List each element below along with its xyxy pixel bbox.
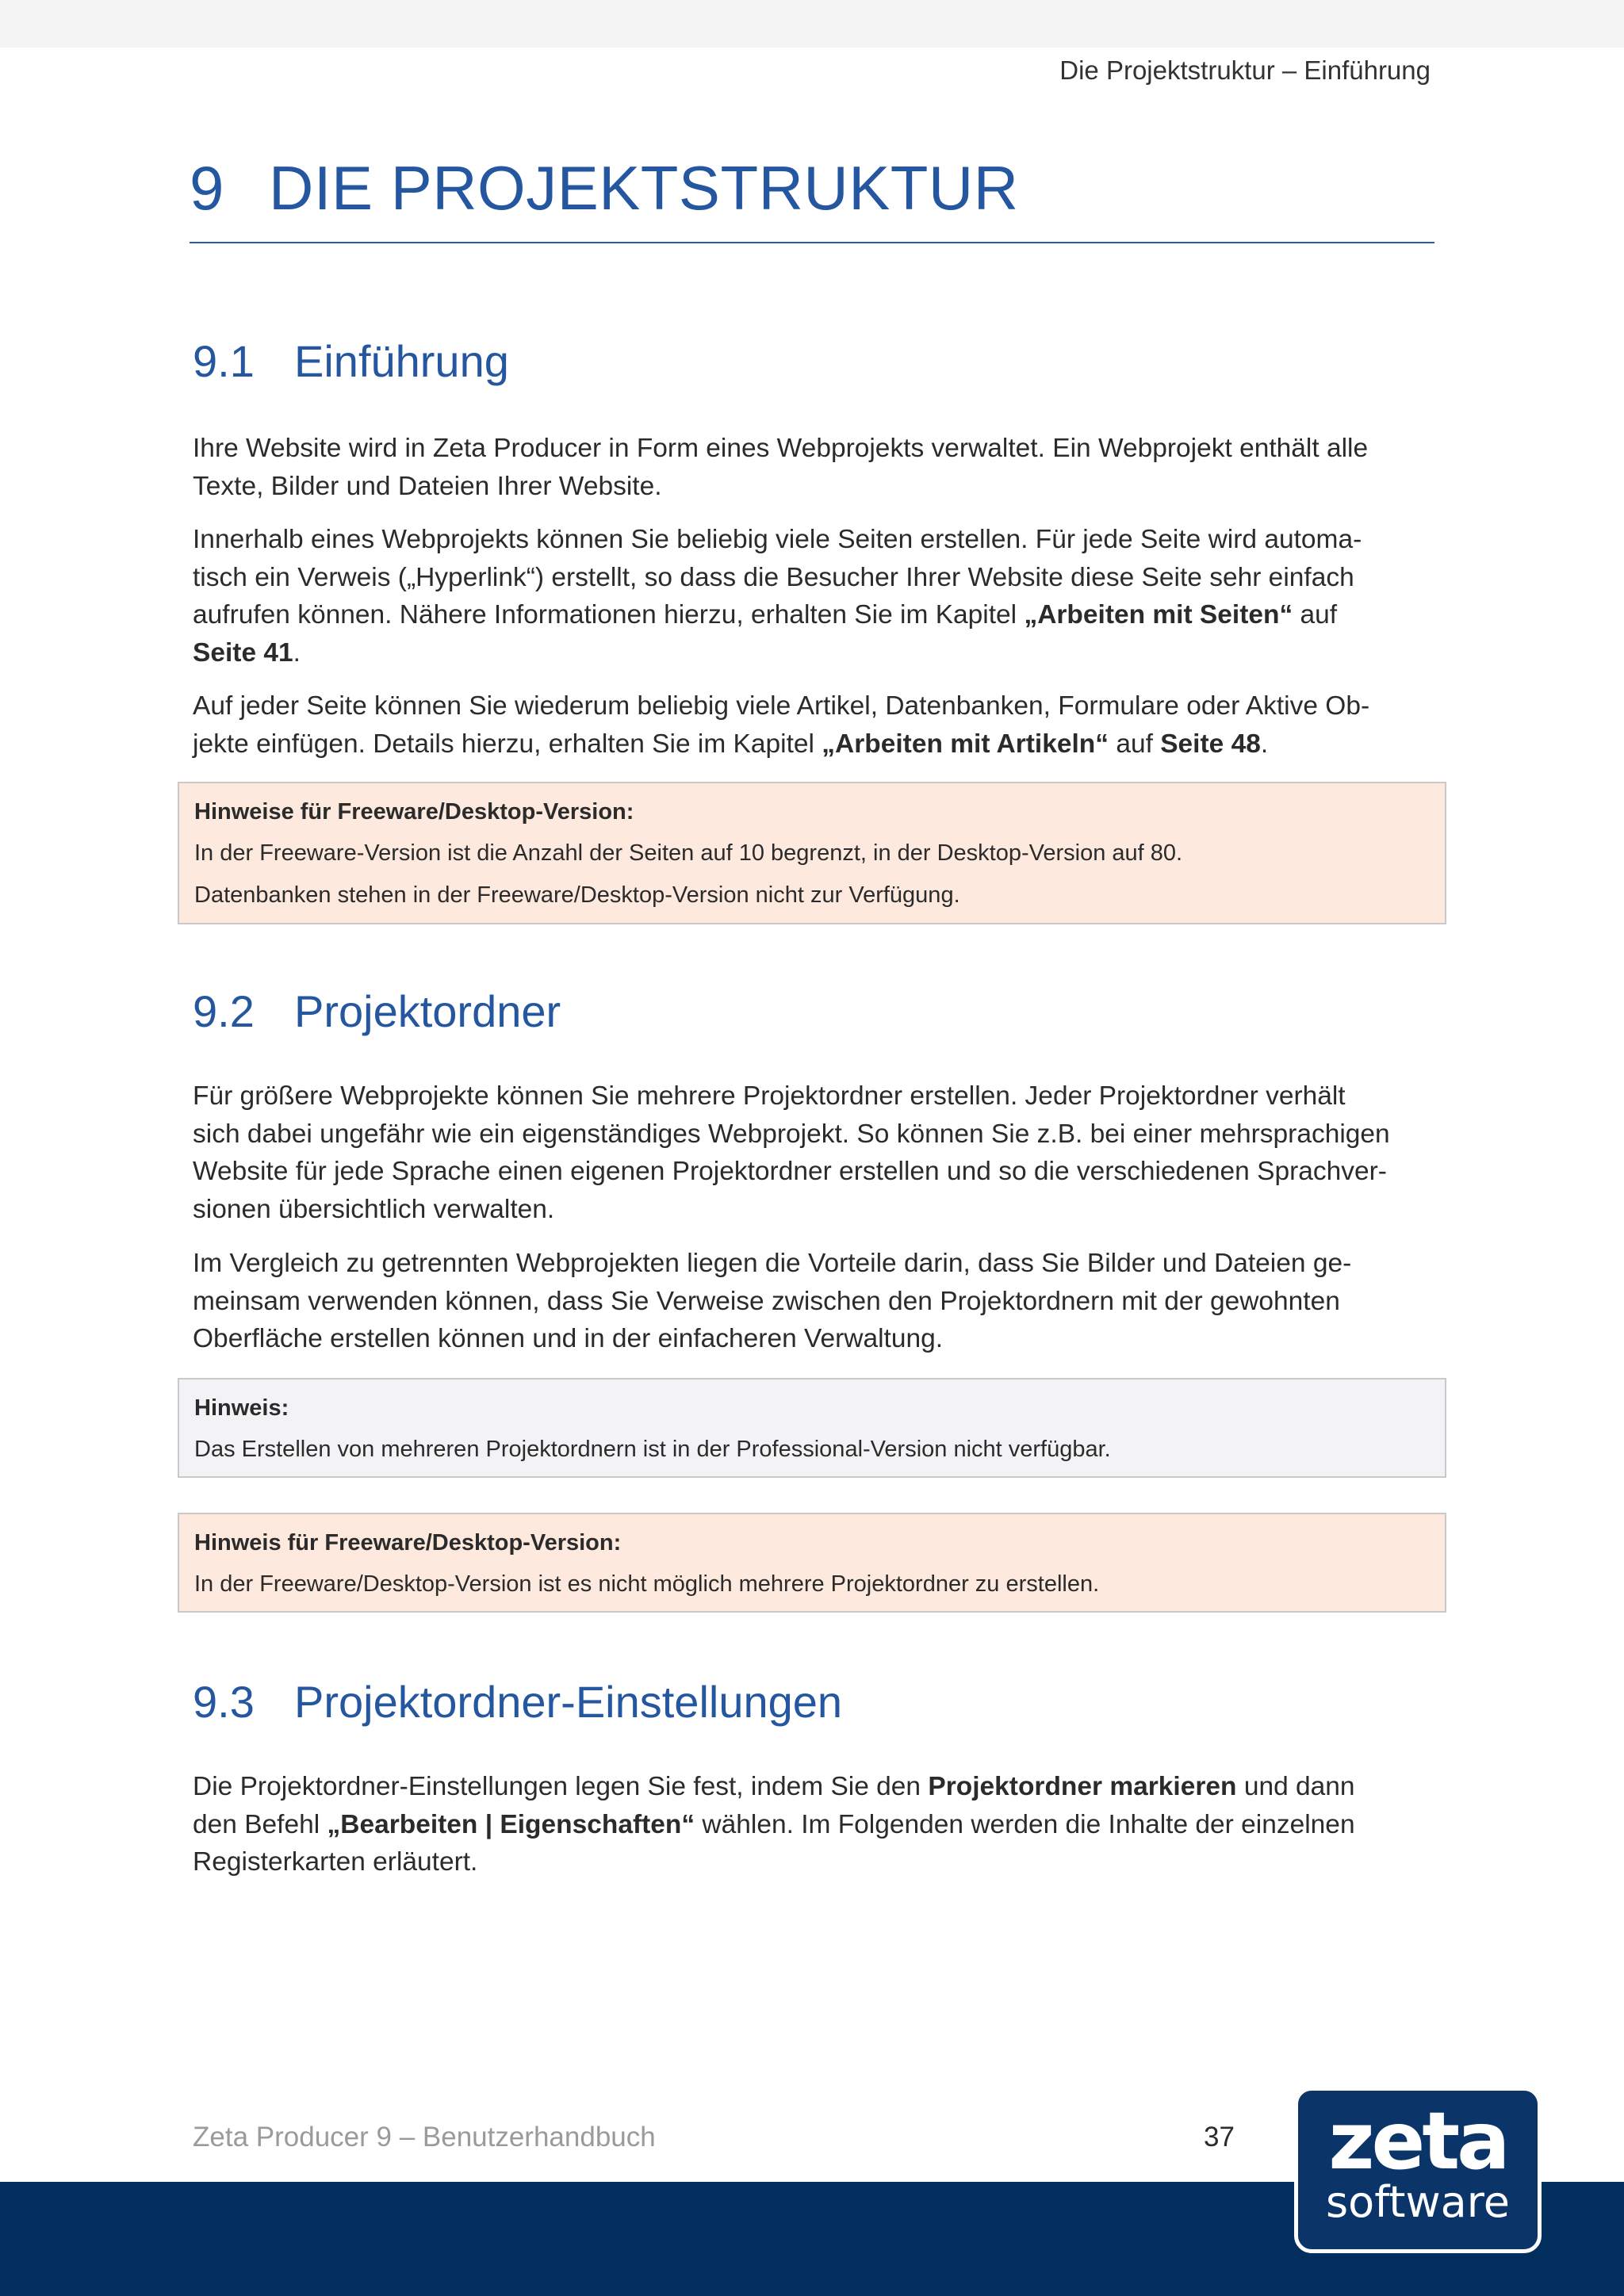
chapter-title-text: DIE PROJEKTSTRUKTUR — [269, 153, 1019, 223]
logo-subtext: software — [1326, 2177, 1510, 2227]
chapter-title — [190, 152, 1434, 243]
section-number: 9.1 — [193, 336, 255, 386]
section-title-text: Projektordner-Einstellungen — [294, 1677, 843, 1727]
note-line: In der Freeware/Desktop-Version ist es nicht möglich mehrere Projektordner zu erstellen. — [194, 1571, 1100, 1597]
page-reference: Seite 41 — [193, 637, 293, 668]
section-title-text: Projektordner — [294, 986, 561, 1036]
top-strip — [0, 0, 1624, 48]
paragraph: Die Projektordner-Einstellungen legen Sie fest, indem Sie den Projektordner markieren und dann den Befehl „Bearbeiten | Eigenschaften“ wählen. Im Folgenden werden die Inhalte der einzelnen Registerkarten erläutert. — [193, 1772, 1355, 1877]
page-number: 37 — [1204, 2122, 1235, 2152]
command-reference: „Bearbeiten | Eigenschaften“ — [327, 1809, 695, 1839]
page-reference: Seite 48 — [1160, 729, 1261, 759]
paragraph: Ihre Website wird in Zeta Producer in Form eines Webprojekts verwaltet. Ein Webprojekt enthält alle Texte, Bilder und Dateien Ihrer Website. — [193, 434, 1369, 501]
emphasis: Projektordner markieren — [928, 1772, 1237, 1801]
note-line: Das Erstellen von mehreren Projektordnern ist in der Professional-Version nicht verfügbar. — [194, 1437, 1111, 1462]
note-box-freeware — [178, 1513, 1446, 1613]
section-title-text: Einführung — [294, 336, 509, 386]
section-title-9-2 — [193, 985, 561, 1037]
note-box-freeware — [178, 782, 1446, 924]
section-number: 9.2 — [193, 986, 255, 1036]
footer-book-title: Zeta Producer 9 – Benutzerhandbuch — [193, 2122, 656, 2152]
note-line: Datenbanken stehen in der Freeware/Desktop-Version nicht zur Verfügung. — [194, 882, 960, 908]
paragraph: Auf jeder Seite können Sie wiederum beliebig viele Artikel, Datenbanken, Formulare oder Aktive Ob- jekte einfügen. Details hierzu, erhalten Sie im Kapitel „Arbeiten mit Artikeln“ auf Seite 48. — [193, 691, 1370, 759]
note-title: Hinweis für Freeware/Desktop-Version: — [194, 1530, 622, 1556]
chapter-number: 9 — [190, 153, 224, 223]
paragraph: Im Vergleich zu getrennten Webprojekten liegen die Vorteile darin, dass Sie Bilder und Dateien ge- meinsam verwenden können, dass Sie Verweise zwischen den Projektordnern mit der gewohnten Oberfläche erstellen können und in der einfacheren Verwaltung. — [193, 1249, 1352, 1353]
zeta-software-logo — [1294, 2087, 1542, 2253]
note-line: In der Freeware-Version ist die Anzahl der Seiten auf 10 begrenzt, in der Desktop-Version auf 80. — [194, 840, 1183, 866]
chapter-reference: „Arbeiten mit Artikeln“ — [822, 729, 1109, 759]
note-title: Hinweise für Freeware/Desktop-Version: — [194, 799, 634, 825]
running-header: Die Projektstruktur – Einführung — [1059, 55, 1431, 85]
logo-wordmark: zeta — [1328, 2095, 1507, 2187]
section-title-9-3 — [193, 1676, 842, 1728]
note-box-hint — [178, 1378, 1446, 1478]
paragraph: Innerhalb eines Webprojekts können Sie beliebig viele Seiten erstellen. Für jede Seite wird automa- tisch ein Verweis („Hyperlink“) erstellt, so dass die Besucher Ihrer Website diese Seite sehr einfach aufrufen können. Nähere Informationen hierzu, erhalten Sie im Kapitel „Arbeiten mit Seiten“ auf Seite 41. — [193, 525, 1362, 668]
note-title: Hinweis: — [194, 1395, 289, 1421]
paragraph: Für größere Webprojekte können Sie mehrere Projektordner erstellen. Jeder Projektordner verhält sich dabei ungefähr wie ein eigenständiges Webprojekt. So können Sie z.B. bei einer mehrsprachigen Website für jede Sprache einen eigenen Projektordner erstellen und so die verschiedenen Sprachver- sionen übersichtlich verwalten. — [193, 1081, 1390, 1224]
section-number: 9.3 — [193, 1677, 255, 1727]
chapter-reference: „Arbeiten mit Seiten“ — [1024, 600, 1293, 629]
section-title-9-1 — [193, 335, 509, 387]
